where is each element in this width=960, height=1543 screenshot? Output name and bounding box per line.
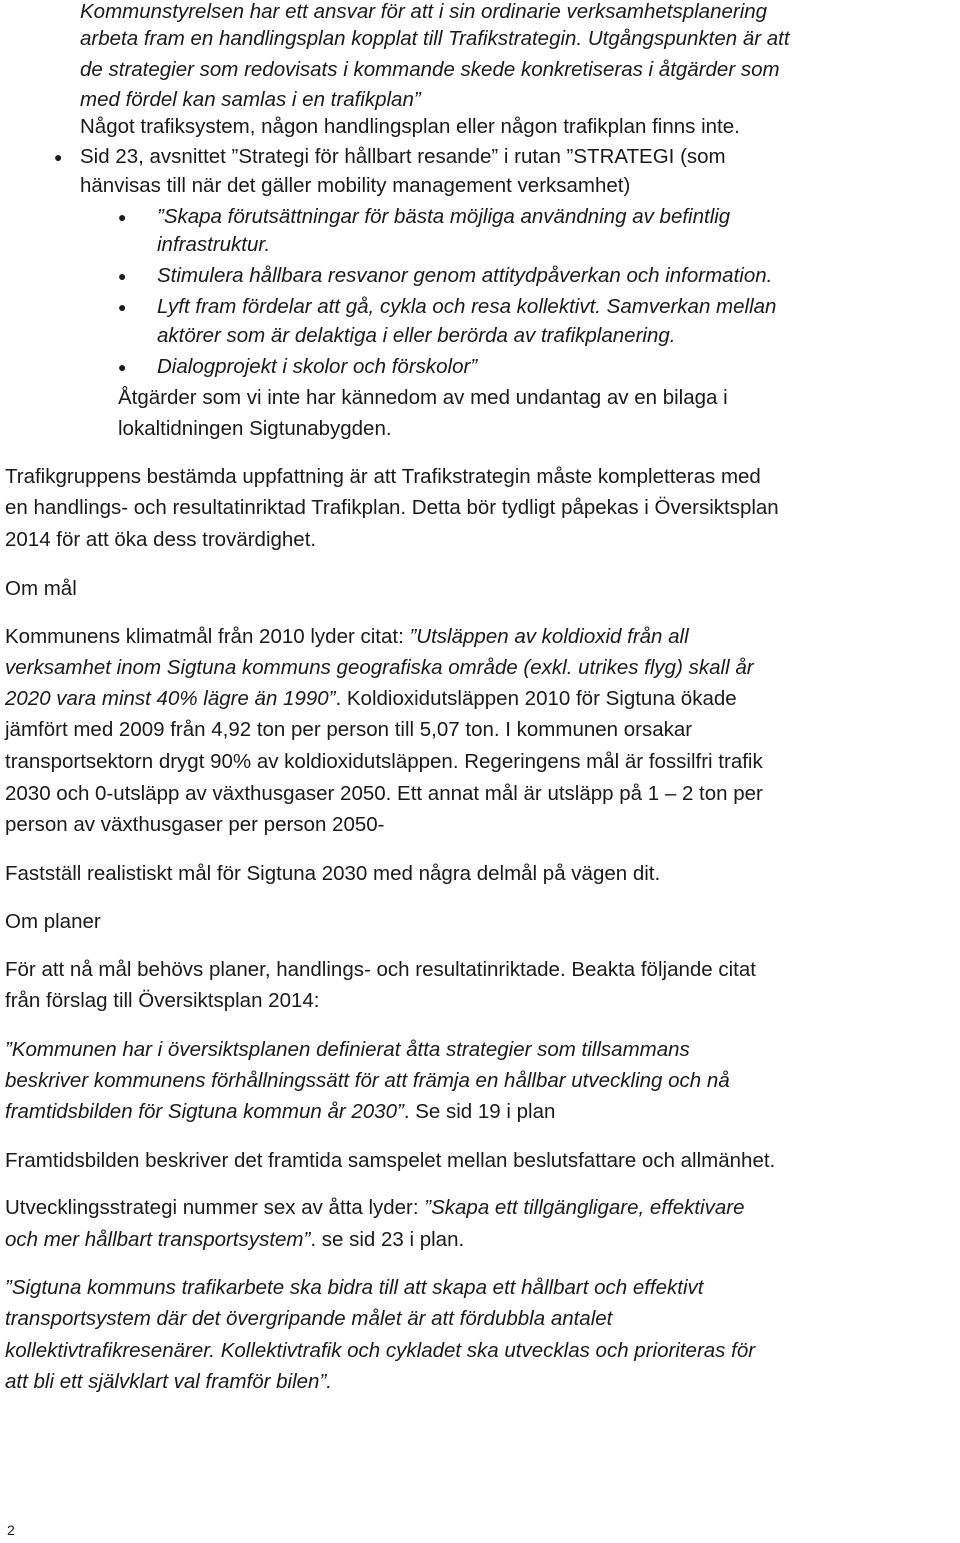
text-line: hänvisas till när det gäller mobility management verksamhet) xyxy=(80,174,631,197)
text-line: att bli ett självklart val framför bilen”. xyxy=(5,1370,332,1393)
text-line: aktörer som är delaktiga i eller berörda av trafikplanering. xyxy=(157,324,676,347)
text-line xyxy=(5,1196,744,1220)
text-span: Utvecklingsstrategi nummer sex av åtta lyder: xyxy=(5,1196,425,1219)
page-number: 2 xyxy=(7,1522,15,1538)
bullet-icon: ● xyxy=(118,299,127,315)
bullet-icon: ● xyxy=(118,209,127,225)
text-line: 2030 och 0-utsläpp av växthusgaser 2050. Ett annat mål är utsläpp på 1 – 2 ton per xyxy=(5,782,763,805)
text-line: ”Skapa förutsättningar för bästa möjliga användning av befintlig xyxy=(157,205,731,228)
text-line: de strategier som redovisats i kommande skede konkretiseras i åtgärder som xyxy=(80,58,780,81)
text-line: beskriver kommunens förhållningssätt för att främja en hållbar utveckling och nå xyxy=(5,1069,730,1092)
text-line: Dialogprojekt i skolor och förskolor” xyxy=(157,355,478,378)
text-line: Lyft fram fördelar att gå, cykla och resa kollektivt. Samverkan mellan xyxy=(157,295,777,318)
quote-span: och mer hållbart transportsystem” xyxy=(5,1228,311,1251)
quote-span: ”Utsläppen av koldioxid från all xyxy=(409,625,689,648)
text-line: Sid 23, avsnittet ”Strategi för hållbart resande” i rutan ”STRATEGI (som xyxy=(80,145,726,168)
text-line: ”Kommunen har i översiktsplanen definierat åtta strategier som tillsammans xyxy=(5,1038,690,1061)
text-line: Trafikgruppens bestämda uppfattning är att Trafikstrategin måste kompletteras med xyxy=(5,465,761,488)
text-line: lokaltidningen Sigtunabygden. xyxy=(118,417,392,440)
text-line: Fastställ realistiskt mål för Sigtuna 2030 med några delmål på vägen dit. xyxy=(5,862,661,885)
quote-span: framtidsbilden för Sigtuna kommun år 2030” xyxy=(5,1100,404,1123)
section-heading: Om mål xyxy=(5,577,77,600)
text-span: . Se sid 19 i plan xyxy=(403,1100,556,1123)
text-line xyxy=(5,687,737,711)
text-line: Stimulera hållbara resvanor genom attitydpåverkan och information. xyxy=(157,264,773,287)
text-line: jämfört med 2009 från 4,92 ton per person till 5,07 ton. I kommunen orsakar xyxy=(5,718,693,741)
text-line: Något trafiksystem, någon handlingsplan eller någon trafikplan finns inte. xyxy=(80,115,740,138)
text-line: transportsystem där det övergripande målet är att fördubbla antalet xyxy=(5,1307,613,1330)
quote-span: ”Skapa ett tillgängligare, effektivare xyxy=(424,1196,745,1219)
text-line xyxy=(5,625,689,649)
text-line: Kommunstyrelsen har ett ansvar för att i sin ordinarie verksamhetsplanering xyxy=(80,0,768,23)
text-line: person av växthusgaser per person 2050- xyxy=(5,813,385,836)
text-span: . Koldioxidutsläppen 2010 för Sigtuna ökade xyxy=(335,687,737,710)
text-line: 2014 för att öka dess trovärdighet. xyxy=(5,528,317,551)
text-line: från förslag till Översiktsplan 2014: xyxy=(5,989,320,1012)
bullet-icon: ● xyxy=(118,268,127,284)
text-line: kollektivtrafikresenärer. Kollektivtrafik och cykladet ska utvecklas och prioriteras för xyxy=(5,1339,756,1362)
text-span: Kommunens klimatmål från 2010 lyder citat: xyxy=(5,625,410,648)
text-line: infrastruktur. xyxy=(157,233,271,256)
text-line: För att nå mål behövs planer, handlings- och resultatinriktade. Beakta följande citat xyxy=(5,958,756,981)
text-line: transportsektorn drygt 90% av koldioxidutsläppen. Regeringens mål är fossilfri trafik xyxy=(5,750,763,773)
text-line: Åtgärder som vi inte har kännedom av med undantag av en bilaga i xyxy=(118,386,728,409)
text-line: en handlings- och resultatinriktad Trafikplan. Detta bör tydligt påpekas i Översiktsplan xyxy=(5,496,779,519)
text-line: verksamhet inom Sigtuna kommuns geografiska område (exkl. utrikes flyg) skall år xyxy=(5,656,754,679)
text-span: . se sid 23 i plan. xyxy=(310,1228,465,1251)
text-line: ”Sigtuna kommuns trafikarbete ska bidra till att skapa ett hållbart och effektivt xyxy=(5,1276,704,1299)
text-line xyxy=(5,1100,555,1124)
section-heading: Om planer xyxy=(5,910,101,933)
text-line: med fördel kan samlas i en trafikplan” xyxy=(80,88,421,111)
bullet-icon: ● xyxy=(118,359,127,375)
text-line xyxy=(5,1228,464,1252)
text-line: Framtidsbilden beskriver det framtida samspelet mellan beslutsfattare och allmänhet. xyxy=(5,1149,776,1172)
quote-span: 2020 vara minst 40% lägre än 1990” xyxy=(5,687,336,710)
text-line: arbeta fram en handlingsplan kopplat till Trafikstrategin. Utgångspunkten är att xyxy=(80,27,790,50)
bullet-icon: ● xyxy=(54,149,63,165)
